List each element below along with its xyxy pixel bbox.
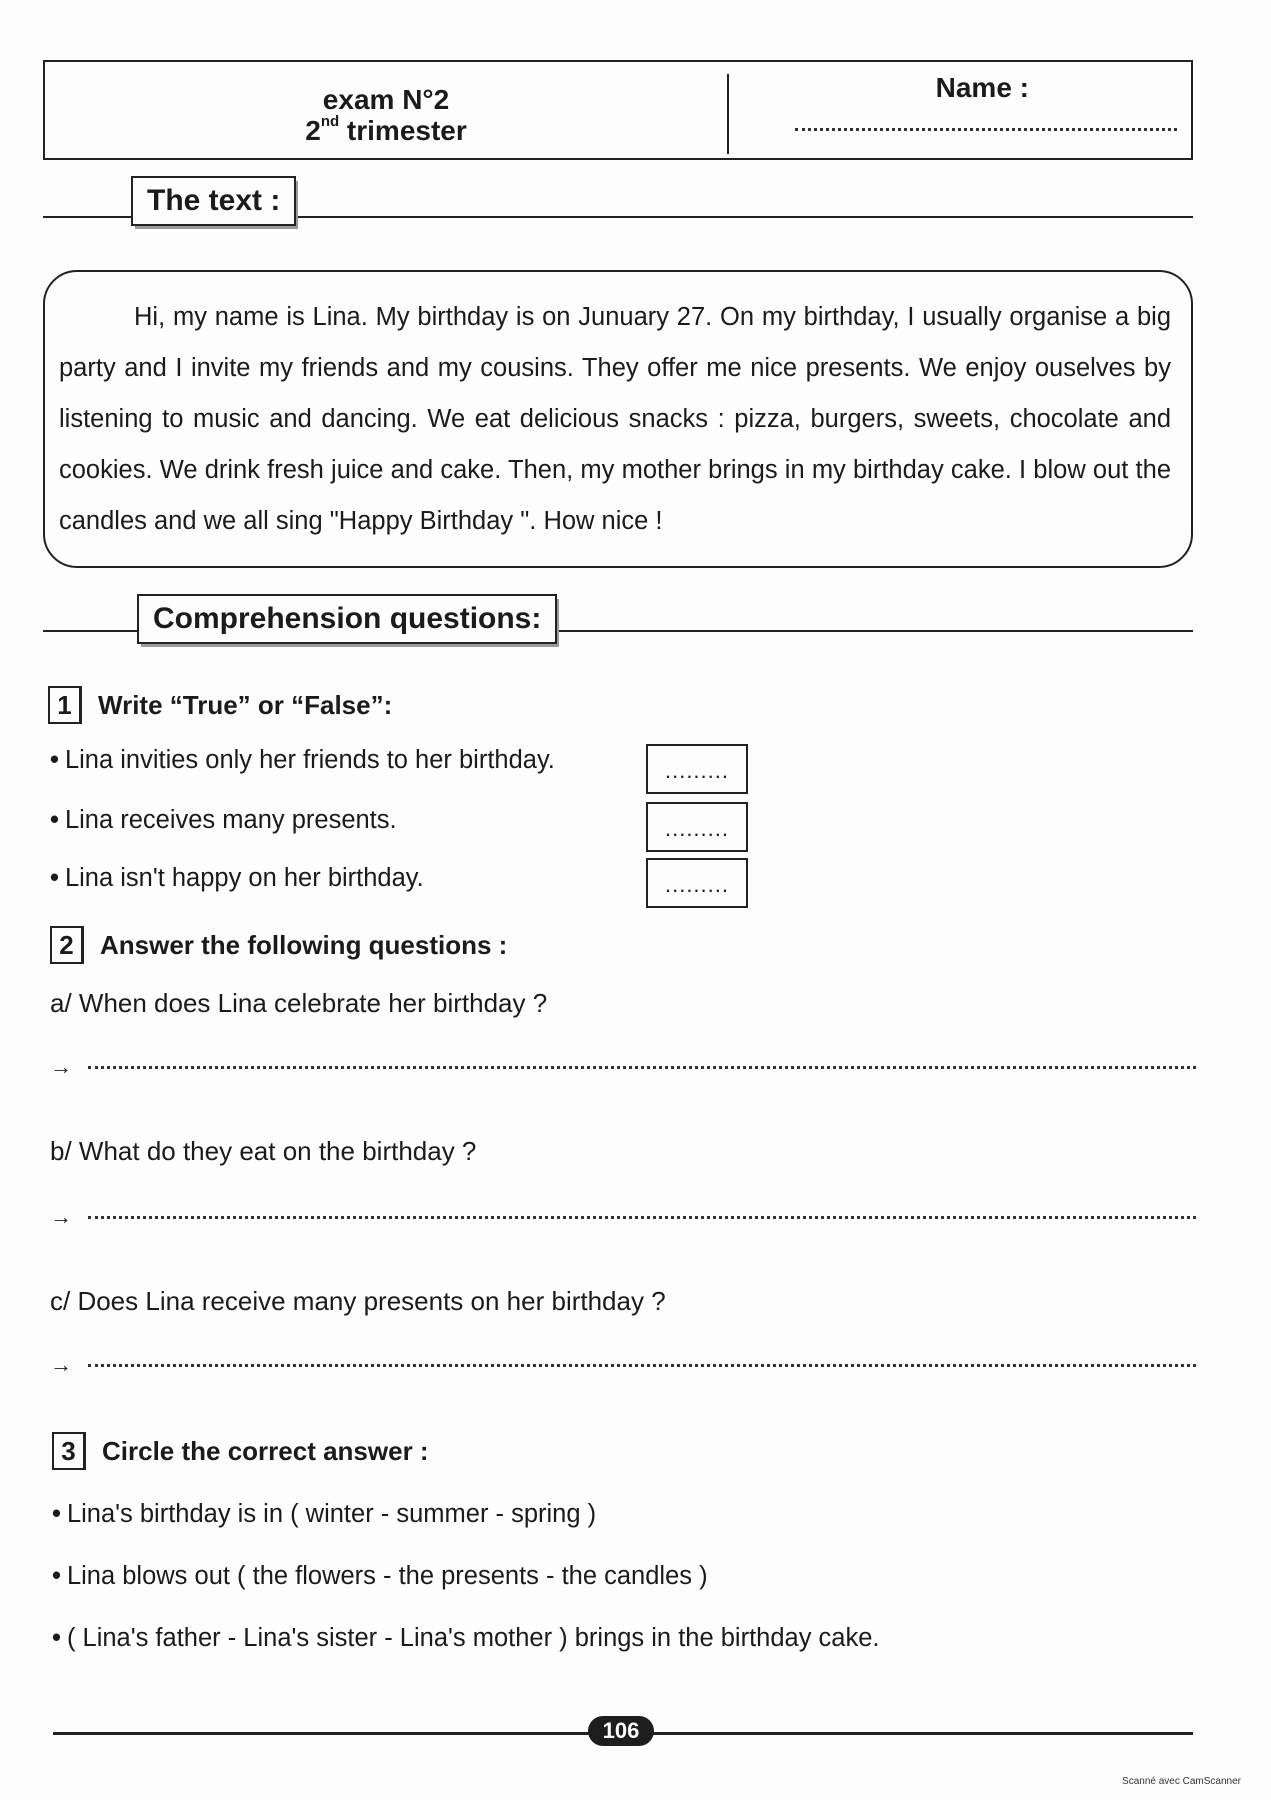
header-divider (727, 74, 729, 154)
exam-info (45, 62, 727, 158)
question-a: a/ When does Lina celebrate her birthday ? (50, 988, 548, 1018)
bullet: • (52, 1562, 61, 1590)
scanner-note: Scanné avec CamScanner (1122, 1776, 1241, 1787)
comprehension-title: Comprehension questions: (137, 594, 557, 644)
bullet: • (50, 806, 59, 834)
tf-statement-text: Lina receives many presents. (64, 806, 397, 834)
reading-text-box (43, 270, 1193, 568)
q1-instruction: Write “True” or “False”: (98, 689, 393, 720)
exam-header (43, 60, 1193, 160)
tf-answer-box[interactable] (646, 744, 748, 794)
circle-item-text: Lina's birthday is in ( winter - summer - spring ) (66, 1500, 597, 1528)
q1-heading (48, 686, 392, 724)
name-field[interactable] (795, 128, 1177, 131)
tf-statement-text: Lina isn't happy on her birthday. (64, 864, 424, 892)
trimester-word: trimester (339, 115, 467, 146)
circle-item (52, 1624, 880, 1653)
trimester-number: 2 (305, 115, 321, 146)
q3-heading (52, 1432, 429, 1470)
trimester (305, 115, 467, 146)
circle-item (52, 1500, 596, 1529)
tf-statement (50, 864, 424, 893)
circle-item (52, 1562, 708, 1591)
answer-dots (88, 1216, 1196, 1219)
answer-line-c[interactable] (50, 1352, 1196, 1378)
reading-paragraph: Hi, my name is Lina. My birthday is on Junuary 27. On my birthday, I usually organise a big party and I invite my friends and my cousins. They offer me nice presents. We enjoy ouselves by listening to music and dancing. We eat delicious snacks : pizza, burgers, sweets, chocolate and cookies. We drink fresh juice and cake. Then, my mother brings in my birthday cake. I blow out the candles and we all sing "Happy Birthday ". How nice ! (59, 303, 1171, 535)
question-b: b/ What do they eat on the birthday ? (50, 1136, 477, 1166)
tf-answer-box[interactable] (646, 858, 748, 908)
circle-item-text: Lina blows out ( the flowers - the presents - the candles ) (66, 1562, 708, 1590)
tf-statement (50, 806, 397, 835)
page-number: 106 (588, 1716, 654, 1746)
circle-item-text: ( Lina's father - Lina's sister - Lina's mother ) brings in the birthday cake. (66, 1624, 880, 1652)
answer-line-a[interactable] (50, 1054, 1196, 1080)
q3-instruction: Circle the correct answer : (102, 1435, 429, 1466)
tf-statement-text: Lina invities only her friends to her birthday. (64, 746, 555, 774)
bullet: • (52, 1500, 61, 1528)
arrow-icon: → (50, 1204, 72, 1229)
tf-answer-dots: ......... (664, 816, 729, 841)
arrow-icon: → (50, 1352, 72, 1377)
arrow-icon: → (50, 1054, 72, 1079)
tf-answer-dots: ......... (664, 758, 729, 783)
exam-number: exam N°2 (322, 84, 450, 115)
trimester-suffix: nd (320, 113, 340, 130)
q2-heading (50, 926, 507, 964)
name-area (745, 62, 1191, 158)
q2-number: 2 (50, 926, 84, 964)
q3-number: 3 (52, 1432, 86, 1470)
q2-instruction: Answer the following questions : (100, 929, 508, 960)
question-c: c/ Does Lina receive many presents on her birthday ? (50, 1286, 666, 1316)
q1-number: 1 (48, 686, 82, 724)
answer-line-b[interactable] (50, 1204, 1196, 1230)
text-section-title: The text : (131, 176, 296, 226)
tf-answer-box[interactable] (646, 802, 748, 852)
name-label: Name : (935, 72, 1029, 103)
answer-dots (88, 1364, 1196, 1367)
answer-dots (88, 1066, 1196, 1069)
bullet: • (52, 1624, 61, 1652)
bullet: • (50, 864, 59, 892)
tf-statement (50, 746, 555, 775)
bullet: • (50, 746, 59, 774)
tf-answer-dots: ......... (664, 872, 729, 897)
